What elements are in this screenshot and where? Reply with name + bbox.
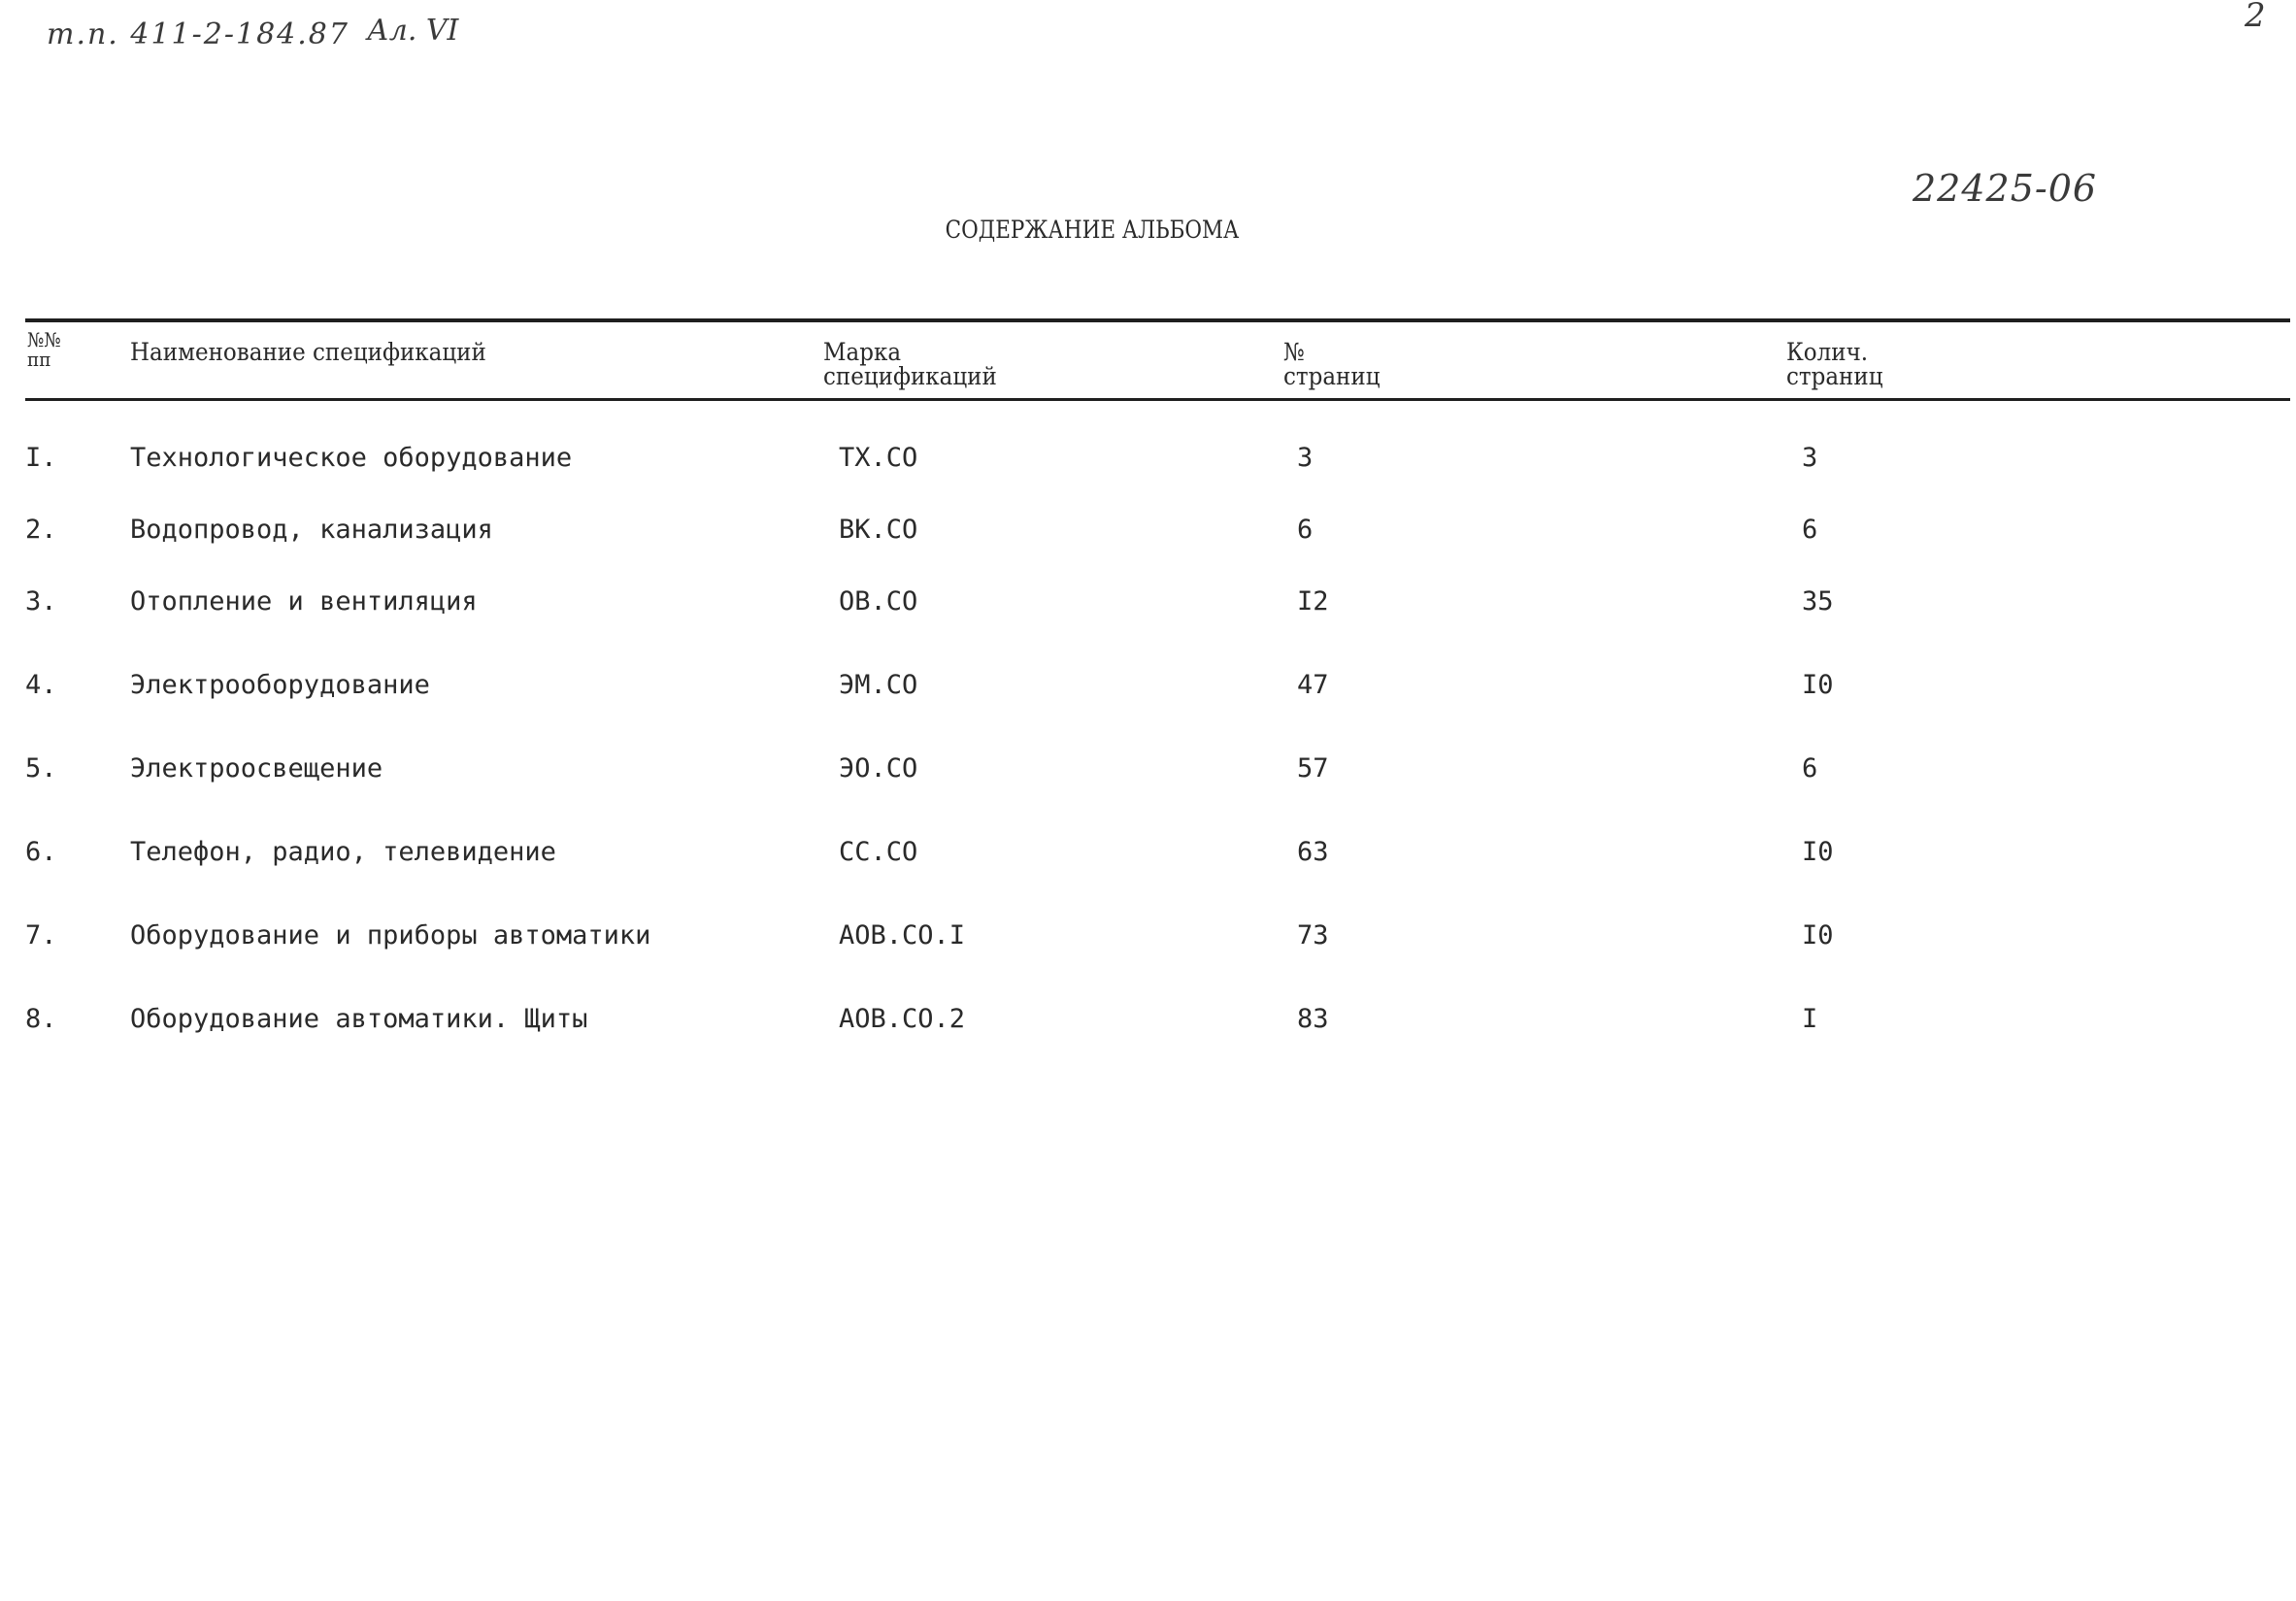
row-number: 7. bbox=[25, 920, 57, 951]
row-number: 6. bbox=[25, 837, 57, 867]
row-page-count: 3 bbox=[1802, 443, 1818, 473]
row-page-number: 3 bbox=[1297, 443, 1314, 473]
row-mark: ЭМ.СО bbox=[839, 670, 918, 700]
row-number: 3. bbox=[25, 586, 57, 617]
row-number: I. bbox=[25, 443, 57, 473]
column-header-number: №№ пп bbox=[27, 328, 61, 371]
row-page-number: 6 bbox=[1297, 515, 1314, 545]
row-page-count: I0 bbox=[1802, 670, 1834, 700]
table-row bbox=[0, 586, 2296, 625]
row-number: 4. bbox=[25, 670, 57, 700]
table-row bbox=[0, 753, 2296, 792]
row-page-number: 57 bbox=[1297, 753, 1329, 784]
row-page-count: 35 bbox=[1802, 586, 1834, 617]
row-page-number: 63 bbox=[1297, 837, 1329, 867]
column-header-page-number: № страниц bbox=[1283, 338, 1381, 390]
document-code: т.п. 411-2-184.87 bbox=[47, 17, 349, 51]
column-header-mark: Марка спецификаций bbox=[823, 338, 997, 390]
row-name: Телефон, радио, телевидение bbox=[130, 837, 556, 867]
row-name: Оборудование автоматики. Щиты bbox=[130, 1004, 588, 1034]
column-header-page-count: Колич. страниц bbox=[1786, 338, 1883, 390]
table-row bbox=[0, 515, 2296, 553]
row-number: 8. bbox=[25, 1004, 57, 1034]
row-name: Технологическое оборудование bbox=[130, 443, 573, 473]
row-page-number: 83 bbox=[1297, 1004, 1329, 1034]
page-number: 2 bbox=[2245, 0, 2266, 35]
row-name: Водопровод, канализация bbox=[130, 515, 493, 545]
row-page-count: 6 bbox=[1802, 753, 1818, 784]
table-row bbox=[0, 837, 2296, 876]
row-mark: СС.СО bbox=[839, 837, 918, 867]
row-number: 5. bbox=[25, 753, 57, 784]
page-title: СОДЕРЖАНИЕ АЛЬБОМА bbox=[945, 216, 1240, 244]
row-mark: ЭО.СО bbox=[839, 753, 918, 784]
row-page-count: I bbox=[1802, 1004, 1818, 1034]
table-row bbox=[0, 670, 2296, 709]
row-mark: ТХ.СО bbox=[839, 443, 918, 473]
row-page-number: 73 bbox=[1297, 920, 1329, 951]
column-header-name: Наименование спецификаций bbox=[130, 338, 486, 366]
row-page-number: I2 bbox=[1297, 586, 1329, 617]
row-number: 2. bbox=[25, 515, 57, 545]
row-name: Отопление и вентиляция bbox=[130, 586, 478, 617]
table-top-rule bbox=[25, 318, 2290, 322]
row-name: Электроосвещение bbox=[130, 753, 383, 784]
row-mark: ВК.СО bbox=[839, 515, 918, 545]
row-mark: ОВ.СО bbox=[839, 586, 918, 617]
row-mark: АОВ.СО.2 bbox=[839, 1004, 966, 1034]
row-name: Оборудование и приборы автоматики bbox=[130, 920, 651, 951]
row-page-count: I0 bbox=[1802, 837, 1834, 867]
row-page-count: 6 bbox=[1802, 515, 1818, 545]
album-label: Ал. VI bbox=[367, 14, 459, 48]
row-mark: АОВ.СО.I bbox=[839, 920, 966, 951]
table-row bbox=[0, 1004, 2296, 1043]
table-header-rule bbox=[25, 398, 2290, 401]
row-name: Электрооборудование bbox=[130, 670, 430, 700]
table-row bbox=[0, 443, 2296, 482]
table-row bbox=[0, 920, 2296, 959]
row-page-number: 47 bbox=[1297, 670, 1329, 700]
inventory-number: 22425-06 bbox=[1913, 167, 2098, 210]
row-page-count: I0 bbox=[1802, 920, 1834, 951]
